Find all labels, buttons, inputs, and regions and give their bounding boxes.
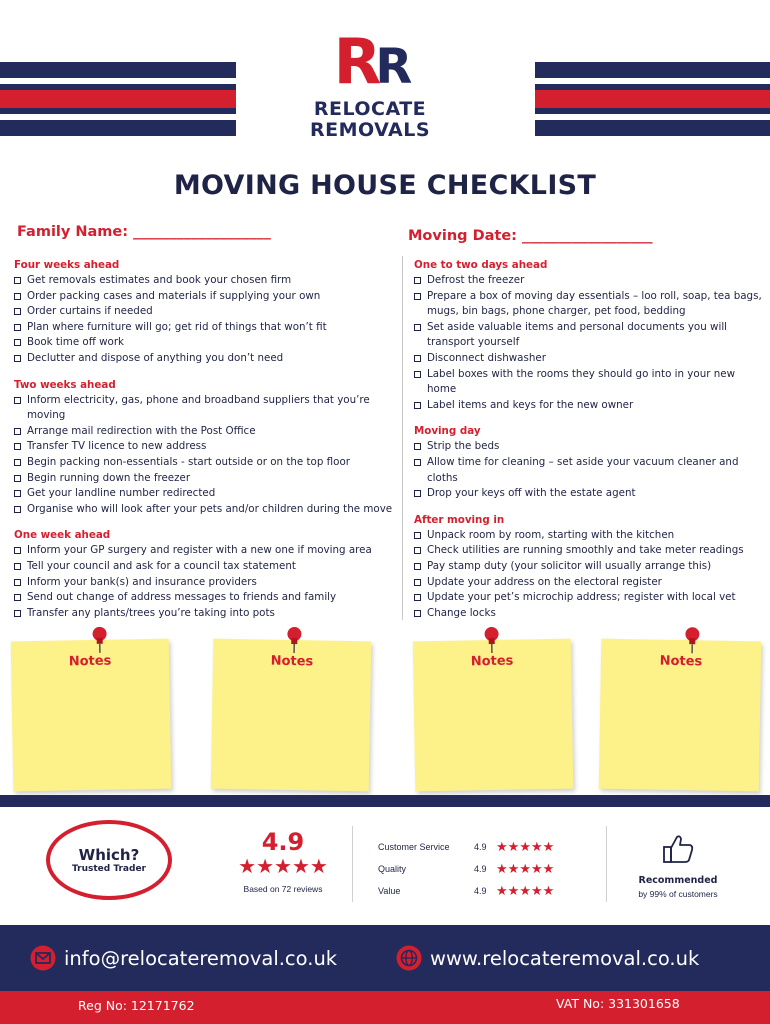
- checkbox[interactable]: [414, 563, 421, 570]
- checkbox[interactable]: [414, 594, 421, 601]
- checkbox[interactable]: [414, 277, 421, 284]
- checklist-item-text: Book time off work: [27, 336, 125, 349]
- checkbox[interactable]: [14, 397, 21, 404]
- checklist-item: [414, 606, 766, 622]
- checkbox[interactable]: [14, 277, 21, 284]
- checklist-item-text: Order curtains if needed: [27, 305, 153, 318]
- checklist-item-text: Declutter and dispose of anything you don’t need: [27, 351, 284, 364]
- checkbox[interactable]: [14, 547, 21, 554]
- checklist-item: [14, 502, 394, 518]
- divider: [606, 826, 607, 902]
- email-link[interactable]: info@relocateremoval.co.uk: [64, 946, 338, 970]
- checklist-item-text: Disconnect dishwasher: [427, 351, 546, 364]
- checklist-item: [14, 393, 394, 424]
- checklist-item-text: Check utilities are running smoothly and take meter readings: [427, 544, 744, 557]
- checklist-item-text: Change locks: [427, 606, 496, 619]
- checklist-item: [414, 528, 766, 544]
- company-logo: [290, 25, 450, 150]
- checklist-item: [14, 320, 394, 336]
- recommended-subtitle: by 99% of customers: [638, 889, 718, 899]
- star-icon: ★: [542, 883, 555, 898]
- checkbox[interactable]: [414, 293, 421, 300]
- rating-value: [378, 884, 554, 897]
- checklist-section: [414, 258, 766, 413]
- checkbox[interactable]: [14, 443, 21, 450]
- checklist-item-text: Send out change of address messages to friends and family: [27, 591, 337, 604]
- checklist-item-text: Inform your GP surgery and register with a new one if moving area: [27, 544, 372, 557]
- checklist-item: [414, 543, 766, 559]
- checklist-item-text: Begin packing non-essentials - start outside or on the top floor: [27, 455, 350, 468]
- checklist-item-text: Defrost the freezer: [427, 274, 525, 286]
- website-contact[interactable]: [396, 945, 699, 971]
- column-divider: [402, 256, 403, 620]
- checklist-item: [14, 471, 394, 487]
- checklist-left-column: [14, 258, 394, 632]
- star-icon: ★: [309, 856, 328, 878]
- checklist-item-text: Pay stamp duty (your solicitor will usually arrange this): [427, 559, 712, 572]
- checklist-item-text: Set aside valuable items and personal documents you will transport yourself: [427, 320, 728, 349]
- checklist-item: [14, 606, 394, 622]
- sticky-note: [211, 639, 372, 792]
- section-heading: Moving day: [414, 425, 481, 438]
- rating-name: Quality: [378, 863, 407, 874]
- checklist-item-text: Arrange mail redirection with the Post Office: [27, 424, 256, 437]
- checkbox[interactable]: [414, 532, 421, 539]
- rating-score: 4.9: [474, 841, 487, 852]
- checkbox[interactable]: [414, 490, 421, 497]
- recommended-title: Recommended: [638, 875, 718, 886]
- checklist-item-text: Label items and keys for the new owner: [427, 398, 634, 411]
- overall-score: [232, 828, 334, 894]
- overall-stars: [232, 856, 334, 878]
- checklist-item-text: Inform your bank(s) and insurance providers: [27, 575, 257, 588]
- section-heading: Two weeks ahead: [14, 378, 116, 391]
- logo-name-line2: REMOVALS: [309, 119, 431, 141]
- note-label: Notes: [68, 653, 112, 670]
- note-label: Notes: [659, 653, 703, 670]
- email-contact[interactable]: [30, 945, 337, 971]
- checklist-item: [414, 367, 766, 398]
- checkbox[interactable]: [414, 459, 421, 466]
- rating-name: Customer Service: [378, 841, 450, 852]
- checklist-section: [14, 258, 394, 367]
- checklist-item-text: Label boxes with the rooms they should go into in your new home: [427, 367, 736, 396]
- checklist-item: [414, 590, 766, 606]
- star-icon: ★: [519, 883, 531, 898]
- checklist-item-text: Get your landline number redirected: [27, 487, 216, 500]
- checklist-item: [414, 439, 766, 455]
- checklist-item: [14, 351, 394, 367]
- checkbox[interactable]: [414, 402, 421, 409]
- checkbox[interactable]: [14, 579, 21, 586]
- logo-mark: RR: [333, 25, 407, 98]
- rating-score: 4.9: [474, 863, 487, 874]
- checkbox[interactable]: [14, 563, 21, 570]
- star-icon: ★: [291, 856, 310, 878]
- section-heading: Four weeks ahead: [14, 259, 120, 271]
- star-icon: ★: [496, 861, 508, 876]
- checkbox[interactable]: [414, 371, 421, 378]
- family-name-field[interactable]: Family Name: ___________________: [17, 224, 271, 240]
- checklist-section: [414, 424, 766, 501]
- checkbox[interactable]: [14, 355, 21, 362]
- star-icon: ★: [507, 839, 520, 854]
- sticky-note: [413, 639, 574, 792]
- vat-number: VAT No: 331301658: [556, 996, 680, 1011]
- checklist-item: [414, 320, 766, 351]
- checklist-item-text: Tell your council and ask for a council tax statement: [27, 559, 296, 572]
- checklist-item: [14, 559, 394, 575]
- checkbox[interactable]: [414, 579, 421, 586]
- checkbox[interactable]: [14, 308, 21, 315]
- checklist-item-text: Strip the beds: [427, 440, 500, 453]
- which-title: Which?: [78, 846, 140, 864]
- checklist-item: [14, 273, 394, 289]
- checklist-item-text: Update your address on the electoral register: [427, 575, 662, 588]
- checklist-section: [14, 528, 394, 621]
- checklist-item: [14, 486, 394, 502]
- pushpin-icon: [681, 626, 703, 654]
- checkbox[interactable]: [414, 610, 421, 617]
- website-link[interactable]: www.relocateremoval.co.uk: [430, 946, 700, 970]
- overall-score-value: 4.9: [261, 828, 305, 856]
- checkbox[interactable]: [14, 324, 21, 331]
- checklist-item: [14, 439, 394, 455]
- rating-stars: [496, 840, 554, 853]
- logo-name-line1: RELOCATE: [313, 98, 427, 120]
- star-icon: ★: [530, 883, 543, 898]
- checklist-item: [414, 273, 766, 289]
- checklist-item: [14, 455, 394, 471]
- section-heading: After moving in: [414, 513, 505, 526]
- checklist-item-text: Unpack room by room, starting with the kitchen: [427, 528, 675, 541]
- checkbox[interactable]: [14, 610, 21, 617]
- star-icon: ★: [530, 839, 543, 854]
- star-icon: ★: [238, 856, 257, 878]
- checklist-item: [14, 335, 394, 351]
- section-heading: One week ahead: [14, 529, 111, 542]
- pushpin-icon: [88, 626, 110, 654]
- checkbox[interactable]: [414, 547, 421, 554]
- checklist-item-text: Begin running down the freezer: [27, 471, 191, 484]
- globe-icon: [396, 945, 422, 971]
- checkbox[interactable]: [414, 443, 421, 450]
- checklist-item-text: Order packing cases and materials if supplying your own: [27, 289, 321, 302]
- checklist-item-text: Inform electricity, gas, phone and broadband suppliers that you’re moving: [27, 393, 370, 422]
- checklist-item: [414, 455, 766, 486]
- page-title: MOVING HOUSE CHECKLIST: [173, 170, 597, 201]
- header-band-left: [0, 62, 236, 136]
- thumbs-up-icon: [661, 832, 695, 866]
- separator-band: [0, 795, 770, 807]
- checklist-item-text: Plan where furniture will go; get rid of things that won’t fit: [27, 320, 327, 333]
- divider: [352, 826, 353, 902]
- checklist-section: [414, 513, 766, 622]
- moving-date-field[interactable]: Moving Date: __________________: [408, 228, 653, 244]
- checklist-item: [14, 424, 394, 440]
- rating-stars: [496, 884, 554, 897]
- star-icon: ★: [507, 861, 520, 876]
- checkbox[interactable]: [14, 490, 21, 497]
- checklist-item: [14, 575, 394, 591]
- checklist-right-column: [414, 258, 766, 632]
- recommended-badge: [618, 832, 738, 899]
- checklist-item-text: Drop your keys off with the estate agent: [427, 487, 636, 500]
- checklist-item-text: Transfer any plants/trees you’re taking into pots: [27, 606, 275, 619]
- rating-name: Value: [378, 885, 401, 896]
- star-icon: ★: [496, 883, 508, 898]
- note-label: Notes: [470, 653, 514, 670]
- checkbox[interactable]: [14, 506, 21, 513]
- checkbox[interactable]: [414, 324, 421, 331]
- checklist-item-text: Organise who will look after your pets and/or children during the move: [27, 502, 393, 515]
- sticky-note: [11, 639, 172, 792]
- sticky-note: [599, 639, 762, 792]
- checkbox[interactable]: [14, 459, 21, 466]
- rating-customer-service: [378, 840, 554, 853]
- checklist-item: [414, 575, 766, 591]
- checkbox[interactable]: [14, 428, 21, 435]
- star-icon: ★: [274, 856, 292, 878]
- checklist-item: [14, 304, 394, 320]
- pushpin-icon: [480, 626, 502, 654]
- registration-number: Reg No: 12171762: [78, 998, 195, 1013]
- checklist-item: [14, 543, 394, 559]
- star-icon: ★: [542, 839, 555, 854]
- rating-quality: [378, 862, 554, 875]
- checklist-item: [414, 289, 766, 320]
- star-icon: ★: [519, 839, 531, 854]
- checkbox[interactable]: [14, 293, 21, 300]
- checklist-item-text: Get removals estimates and book your chosen firm: [27, 274, 292, 286]
- rating-stars: [496, 862, 554, 875]
- star-icon: ★: [519, 861, 531, 876]
- rating-score: 4.9: [474, 885, 487, 896]
- star-icon: ★: [507, 883, 520, 898]
- note-label: Notes: [270, 653, 314, 670]
- checklist-section: [14, 378, 394, 518]
- star-icon: ★: [530, 861, 543, 876]
- checklist-item-text: Allow time for cleaning – set aside your vacuum cleaner and cloths: [427, 455, 739, 484]
- star-icon: ★: [542, 861, 555, 876]
- envelope-icon: [30, 945, 56, 971]
- checklist-item-text: Transfer TV licence to new address: [27, 440, 207, 453]
- checklist-item: [14, 590, 394, 606]
- review-count: Based on 72 reviews: [243, 884, 323, 894]
- checklist-item: [414, 351, 766, 367]
- checklist-item-text: Update your pet’s microchip address; register with local vet: [427, 591, 736, 604]
- checkbox[interactable]: [14, 594, 21, 601]
- checkbox[interactable]: [414, 355, 421, 362]
- star-icon: ★: [496, 839, 508, 854]
- checklist-item: [414, 486, 766, 502]
- checklist-item: [14, 289, 394, 305]
- checklist-item: [414, 398, 766, 414]
- section-heading: One to two days ahead: [414, 259, 548, 271]
- pushpin-icon: [283, 626, 305, 654]
- checkbox[interactable]: [14, 339, 21, 346]
- checklist-item: [414, 559, 766, 575]
- which-trusted-trader-badge: [46, 820, 172, 900]
- star-icon: ★: [256, 856, 275, 878]
- header-band-right: [535, 62, 770, 136]
- checklist-item-text: Prepare a box of moving day essentials – loo roll, soap, tea bags, mugs, bin bags, phone charger, pet food, bedding: [427, 289, 762, 318]
- checkbox[interactable]: [14, 475, 21, 482]
- which-subtitle: Trusted Trader: [72, 864, 146, 874]
